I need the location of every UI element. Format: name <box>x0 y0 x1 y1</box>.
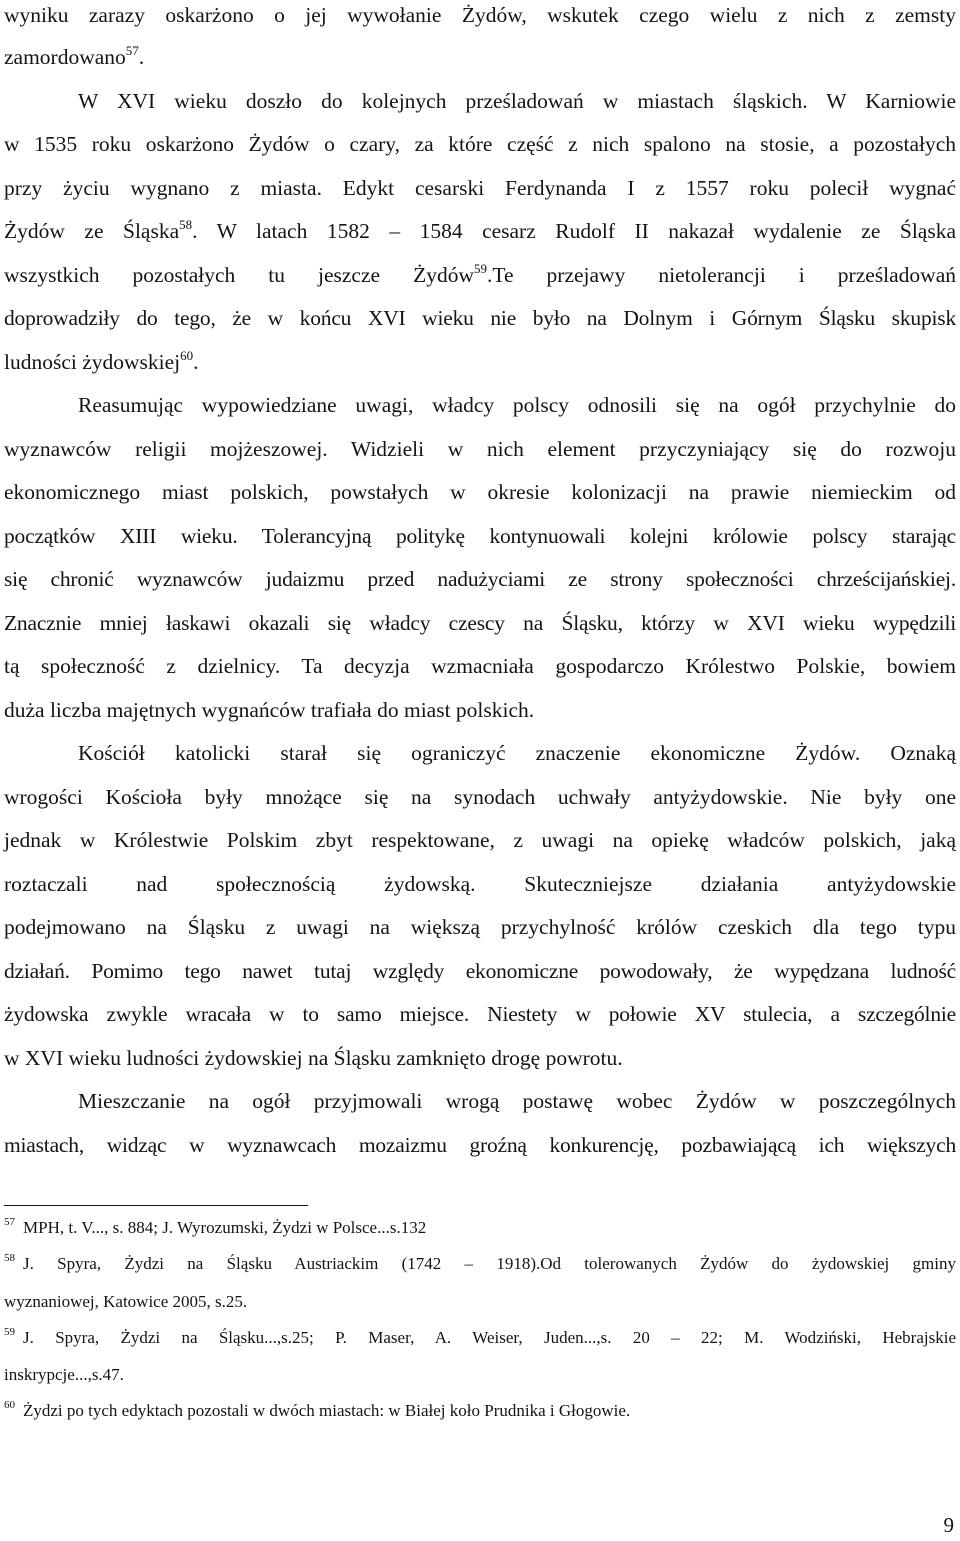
footnote-59 <box>4 1326 956 1350</box>
text-line: w 1535 roku oskarżono Żydów o czary, za które część z nich spalono na stosie, a pozostałych <box>4 132 956 156</box>
footnote-59-cont: inskrypcje...,s.47. <box>4 1365 124 1384</box>
footnote-60 <box>4 1399 956 1423</box>
footnote-ref: 59 <box>473 261 487 276</box>
text-fragment: . <box>138 45 145 69</box>
footnote-ref: 58 <box>179 217 193 232</box>
footnote-57 <box>4 1216 956 1240</box>
text-line: duża liczba majętnych wygnańców trafiała do miast polskich. <box>4 698 535 722</box>
text-line: ekonomicznego miast polskich, powstałych w okresie kolonizacji na prawie niemieckim od <box>4 480 956 504</box>
footnote-58-cont: wyznaniowej, Katowice 2005, s.25. <box>4 1292 248 1311</box>
text-fragment: .Te przejawy nietolerancji i prześladowań <box>486 263 956 287</box>
text-line: podejmowano na Śląsku z uwagi na większą przychylność królów czeskich dla tego typu <box>4 915 956 939</box>
text-line: Mieszczanie na ogół przyjmowali wrogą postawę wobec Żydów w poszczególnych <box>78 1089 956 1113</box>
footnote-number: 60 <box>4 1399 15 1411</box>
text-line: Kościół katolicki starał się ograniczyć znaczenie ekonomiczne Żydów. Oznaką <box>78 741 956 765</box>
footnote-number: 58 <box>4 1252 15 1264</box>
footnote-divider <box>4 1205 308 1206</box>
text-line <box>4 347 956 377</box>
text-line: Reasumując wypowiedziane uwagi, władcy polscy odnosili się na ogół przychylnie do <box>78 393 956 417</box>
text-line: miastach, widząc w wyznawcach mozaizmu groźną konkurencję, pozbawiającą ich większych <box>4 1133 956 1157</box>
text-line: w XVI wieku ludności żydowskiej na Śląsku zamknięto drogę powrotu. <box>4 1046 623 1070</box>
text-line: doprowadziły do tego, że w końcu XVI wieku nie było na Dolnym i Górnym Śląsku skupisk <box>4 306 956 330</box>
text-line <box>4 260 956 290</box>
text-line: działań. Pomimo tego nawet tutaj względy ekonomiczne powodowały, że wypędzana ludność <box>4 959 956 983</box>
text-fragment: zamordowano <box>4 45 126 69</box>
text-fragment: Żydów ze Śląska <box>4 219 180 243</box>
footnote-text: Żydzi po tych edyktach pozostali w dwóch miastach: w Białej koło Prudnika i Głogowie. <box>23 1401 631 1420</box>
text-fragment: . <box>193 350 199 374</box>
text-line: jednak w Królestwie Polskim zbyt respektowane, z uwagi na opiekę władców polskich, jaką <box>4 828 956 852</box>
text-fragment: ludności żydowskiej <box>4 350 181 374</box>
text-line: przy życiu wygnano z miasta. Edykt cesarski Ferdynanda I z 1557 roku polecił wygnać <box>4 176 956 200</box>
text-fragment: . W latach 1582 – 1584 cesarz Rudolf II nakazał wydalenie ze Śląska <box>192 219 956 243</box>
text-fragment: wszystkich pozostałych tu jeszcze Żydów <box>4 263 474 287</box>
footnote-ref: 57 <box>125 43 139 58</box>
footnote-text: J. Spyra, Żydzi na Śląsku Austriackim (1742 – 1918).Od tolerowanych Żydów do żydowskiej gminy <box>23 1254 956 1273</box>
text-line: Znacznie mniej łaskawi okazali się władcy czescy na Śląsku, którzy w XVI wieku wypędzili <box>4 611 956 635</box>
footnote-number: 59 <box>4 1326 15 1338</box>
footnote-text: J. Spyra, Żydzi na Śląsku...,s.25; P. Maser, A. Weiser, Juden...,s. 20 – 22; M. Wodziński, Hebrajskie <box>23 1328 956 1347</box>
text-line <box>4 42 956 72</box>
footnote-ref: 60 <box>180 348 194 363</box>
text-line <box>4 216 956 246</box>
text-line: wyznawców religii mojżeszowej. Widzieli w nich element przyczyniający się do rozwoju <box>4 437 956 461</box>
text-line: się chronić wyznawców judaizmu przed nadużyciami ze strony społeczności chrześcijańskiej. <box>4 567 956 591</box>
footnote-text: MPH, t. V..., s. 884; J. Wyrozumski, Żydzi w Polsce...s.132 <box>23 1218 427 1237</box>
footnote-number: 57 <box>4 1216 15 1228</box>
footnote-58 <box>4 1252 956 1276</box>
text-line: wyniku zarazy oskarżono o jej wywołanie Żydów, wskutek czego wielu z nich z zemsty <box>4 3 956 27</box>
text-line: żydowska zwykle wracała w to samo miejsce. Niestety w połowie XV stulecia, a szczególnie <box>4 1002 956 1026</box>
text-line: roztaczali nad społecznością żydowską. Skuteczniejsze działania antyżydowskie <box>4 872 956 896</box>
text-line: wrogości Kościoła były mnożące się na synodach uchwały antyżydowskie. Nie były one <box>4 785 956 809</box>
text-line: początków XIII wieku. Tolerancyjną politykę kontynuowali kolejni królowie polscy starając <box>4 524 956 548</box>
text-line: W XVI wieku doszło do kolejnych prześladowań w miastach śląskich. W Karniowie <box>78 89 956 113</box>
page-number: 9 <box>943 1513 954 1537</box>
text-line: tą społeczność z dzielnicy. Ta decyzja wzmacniała gospodarczo Królestwo Polskie, bowiem <box>4 654 956 678</box>
